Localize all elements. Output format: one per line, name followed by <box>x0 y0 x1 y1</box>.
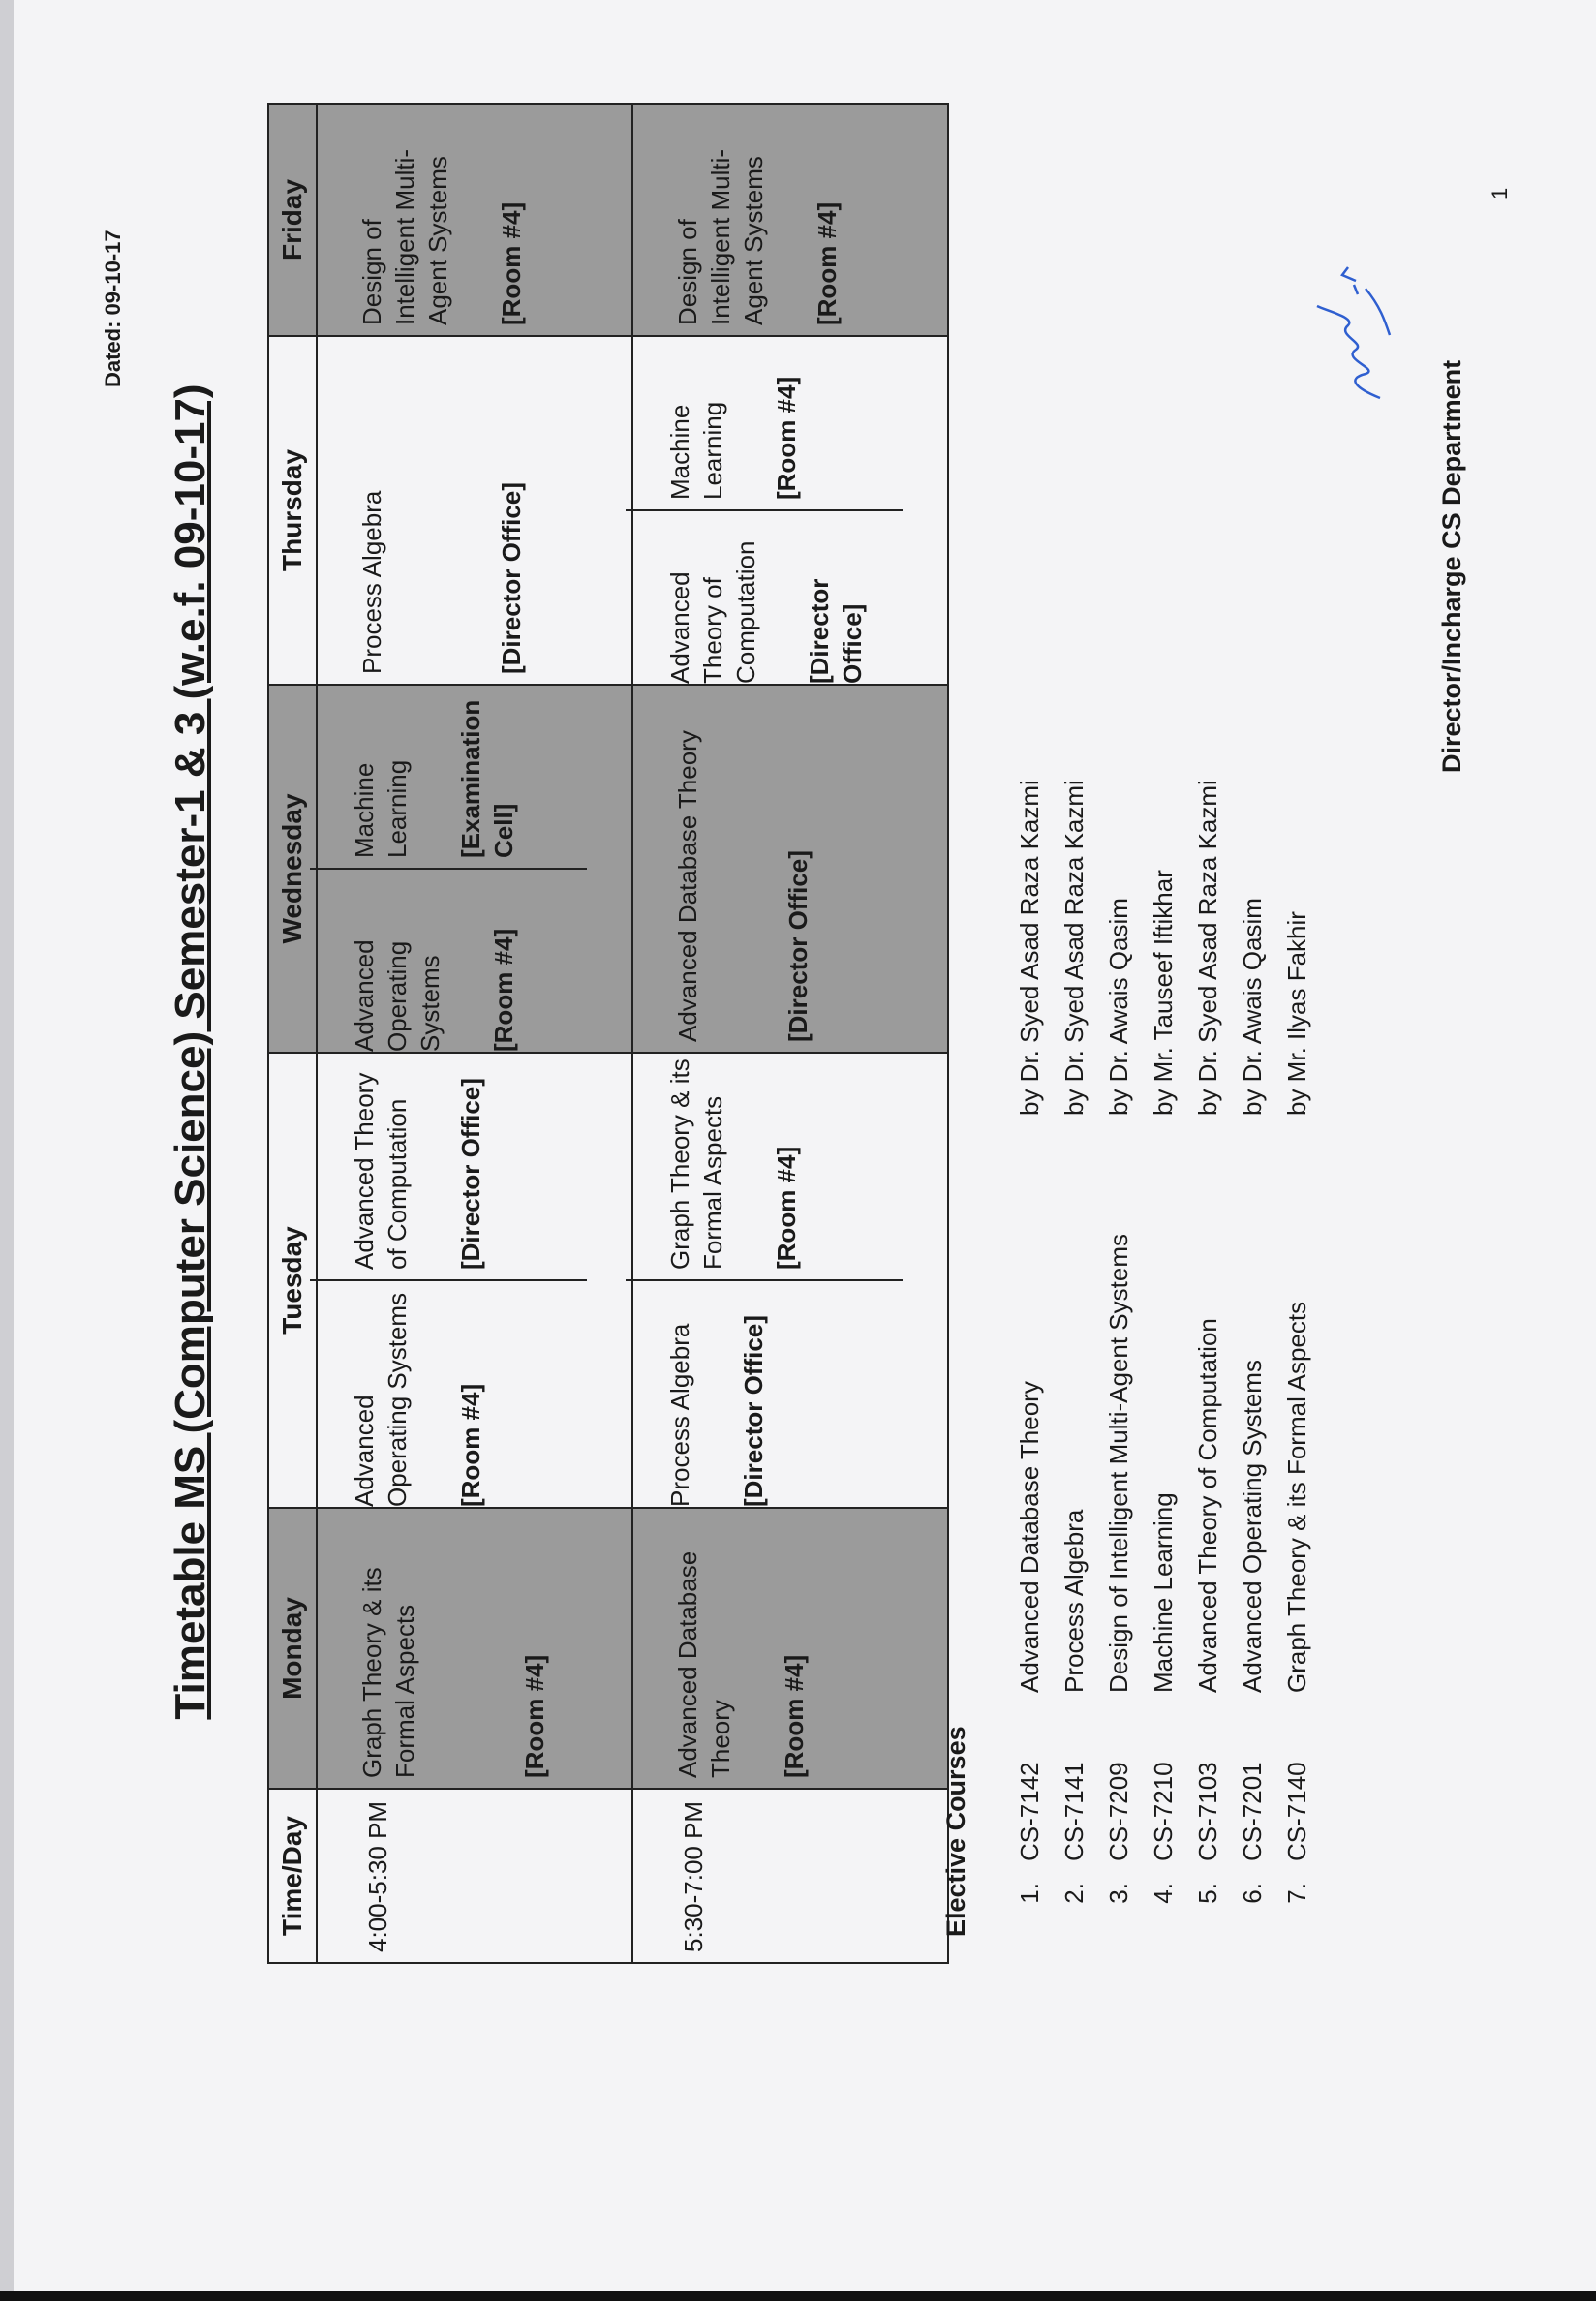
room-label: [Room #4] <box>455 1383 485 1507</box>
room-label: [Director Office] <box>783 850 813 1042</box>
dated-label: Dated: 09-10-17 <box>101 230 125 387</box>
course-code: CS-7140 <box>1282 1762 1311 1861</box>
course-name: Advanced Theory of Computation <box>665 540 760 684</box>
instructor: by Dr. Syed Asad Raza Kazmi <box>1193 780 1222 1116</box>
page-number: 1 <box>1488 187 1512 199</box>
cell-wednesday-slot2 <box>632 685 948 1053</box>
list-item <box>1104 496 1149 1937</box>
time-slot-1: 4:00-5:30 PM <box>317 1789 632 1963</box>
item-number: 7. <box>1282 1883 1311 1904</box>
list-item <box>1193 496 1238 1937</box>
course-title: Advanced Operating Systems <box>1238 1360 1267 1693</box>
course-code: CS-7201 <box>1238 1762 1267 1861</box>
time-slot-2: 5:30-7:00 PM <box>632 1789 948 1963</box>
course-title: Advanced Theory of Computation <box>1193 1318 1222 1693</box>
course-name: Graph Theory & its Formal Aspects <box>357 1567 420 1778</box>
course-title: Design of Intelligent Multi-Agent Systems <box>1104 1234 1133 1693</box>
course-code: CS-7141 <box>1059 1762 1089 1861</box>
instructor: by Dr. Syed Asad Raza Kazmi <box>1015 780 1044 1116</box>
cell-tuesday-slot1-a <box>310 1280 587 1517</box>
slot-row-1 <box>317 104 632 1963</box>
cell-tuesday-slot2-a <box>626 1280 903 1517</box>
slot-row-2 <box>632 104 948 1963</box>
course-title: Advanced Database Theory <box>1015 1381 1044 1693</box>
item-number: 1. <box>1015 1883 1044 1904</box>
instructor: by Dr. Syed Asad Raza Kazmi <box>1059 780 1089 1116</box>
instructor: by Dr. Awais Qasim <box>1104 898 1133 1116</box>
item-number: 6. <box>1238 1883 1267 1904</box>
item-number: 5. <box>1193 1883 1222 1904</box>
cell-monday-slot1 <box>317 1508 632 1789</box>
cell-wednesday-slot1-a <box>310 869 587 1061</box>
course-title: Machine Learning <box>1149 1492 1178 1693</box>
cell-tuesday-slot2-b <box>626 1044 903 1280</box>
course-name: Advanced Database Theory <box>673 1550 736 1778</box>
cell-wednesday-slot1-b <box>310 676 587 869</box>
instructor: by Mr. Tauseef Iftikhar <box>1149 870 1178 1116</box>
course-name: Process Algebra <box>665 1323 695 1507</box>
course-name: Advanced Operating Systems <box>350 1292 413 1507</box>
list-item <box>1015 496 1059 1937</box>
cell-tuesday-slot2 <box>632 1053 948 1508</box>
course-name: Advanced Operating Systems <box>350 939 445 1052</box>
header-time-day: Time/Day <box>268 1789 317 1963</box>
director-signatory: Director/Incharge CS Department <box>1437 359 1466 773</box>
header-tuesday: Tuesday <box>268 1053 317 1508</box>
cell-friday-slot1 <box>317 104 632 336</box>
item-number: 2. <box>1059 1883 1089 1904</box>
elective-courses-heading: Elective Courses <box>941 1726 970 1937</box>
cell-thursday-slot2-b <box>626 327 903 510</box>
elective-courses-list <box>1015 496 1327 1937</box>
course-code: CS-7209 <box>1104 1762 1133 1861</box>
course-name: Machine Learning <box>665 401 728 500</box>
room-label: [Room #4] <box>812 201 842 325</box>
course-name: Machine Learning <box>350 759 413 858</box>
timetable <box>267 103 949 1964</box>
course-name: Advanced Database Theory <box>673 730 703 1042</box>
header-monday: Monday <box>268 1508 317 1789</box>
room-label: [Room #4] <box>488 928 518 1052</box>
scan-bottom-edge <box>0 2291 1596 2301</box>
course-code: CS-7142 <box>1015 1762 1044 1861</box>
course-name: Graph Theory & its Formal Aspects <box>665 1058 728 1270</box>
cell-thursday-slot2 <box>632 336 948 685</box>
page-title: Timetable MS (Computer Science) Semester-1 & 3 (w.e.f. 09-10-17) <box>167 384 214 1720</box>
item-number: 3. <box>1104 1883 1133 1904</box>
header-wednesday: Wednesday <box>268 685 317 1053</box>
room-label: [Director Office] <box>739 1315 769 1507</box>
instructor: by Dr. Awais Qasim <box>1238 898 1267 1116</box>
cell-monday-slot2 <box>632 1508 948 1789</box>
course-title: Process Algebra <box>1059 1509 1089 1693</box>
list-item <box>1059 496 1104 1937</box>
cell-thursday-slot1 <box>317 336 632 685</box>
room-label: [Examination Cell] <box>455 699 518 858</box>
course-name: Design of Intelligent Multi-Agent Systems <box>357 148 452 325</box>
room-label: [Room #4] <box>771 376 801 500</box>
room-label: [Director Office] <box>497 482 527 674</box>
cell-tuesday-slot1 <box>317 1053 632 1508</box>
room-label: [Room #4] <box>519 1654 549 1778</box>
item-number: 4. <box>1149 1883 1178 1904</box>
room-label: [Room #4] <box>779 1654 809 1778</box>
cell-wednesday-slot1 <box>317 685 632 1053</box>
header-thursday: Thursday <box>268 336 317 685</box>
course-name: Design of Intelligent Multi-Agent Systems <box>673 148 768 325</box>
room-label: [Director Office] <box>455 1078 485 1270</box>
course-name: Advanced Theory of Computation <box>350 1072 413 1270</box>
room-label: [Room #4] <box>771 1146 801 1270</box>
cell-tuesday-slot1-b <box>310 1044 587 1280</box>
handwritten-signature <box>1288 258 1404 403</box>
course-code: CS-7103 <box>1193 1762 1222 1861</box>
list-item <box>1149 496 1193 1937</box>
list-item <box>1282 496 1327 1937</box>
room-label: [Room #4] <box>496 201 526 325</box>
room-label: [Director Office] <box>804 578 867 684</box>
cell-friday-slot2 <box>632 104 948 336</box>
instructor: by Mr. Ilyas Fakhir <box>1282 911 1311 1116</box>
cell-thursday-slot2-a <box>626 510 903 693</box>
list-item <box>1238 496 1282 1937</box>
course-title: Graph Theory & its Formal Aspects <box>1282 1301 1311 1693</box>
course-code: CS-7210 <box>1149 1762 1178 1861</box>
header-friday: Friday <box>268 104 317 336</box>
course-name: Process Algebra <box>357 490 387 674</box>
